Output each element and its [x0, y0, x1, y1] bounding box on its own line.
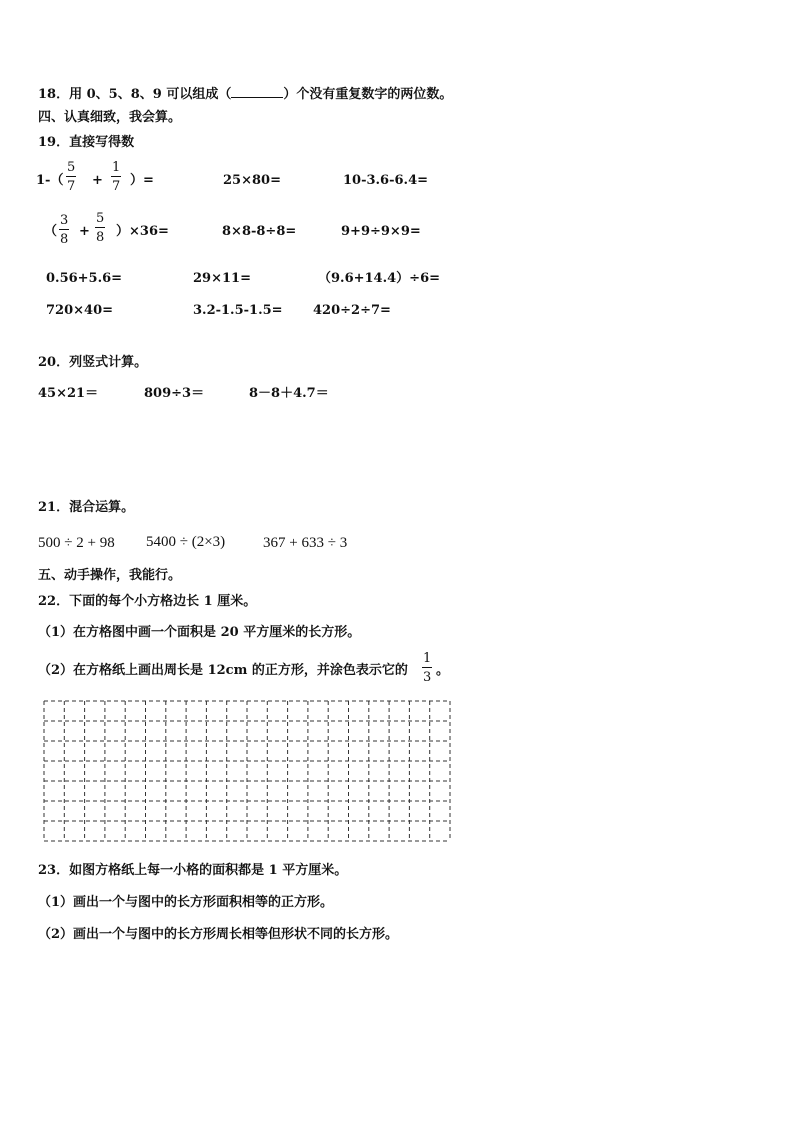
q20-expr-3: 8－8＋4.7＝: [249, 386, 329, 401]
q19-r1a-prefix: 1-（: [36, 173, 64, 188]
q19-fraction-3-8: [59, 214, 69, 246]
q21-expr-1: 500 ÷ 2 + 98: [38, 535, 115, 551]
q21-expr-2: 5400 ÷ (2×3): [146, 534, 226, 550]
q22-fraction-1-3: [422, 652, 432, 684]
q19-fraction-5-8: [95, 212, 105, 244]
q22-part-2: [38, 664, 408, 677]
fraction-numerator: 1: [423, 651, 432, 666]
q20-expr-1: 45×21＝: [38, 386, 99, 401]
fraction-denominator: 8: [96, 230, 105, 245]
q19-r2c: 9+9÷9×9=: [341, 224, 421, 239]
q21-title: 21．混合运算。: [38, 500, 135, 515]
q19-r2a-plus: +: [79, 224, 90, 239]
fraction-numerator: 1: [112, 160, 121, 175]
fraction-denominator: 7: [112, 179, 121, 194]
q19-r4b: 3.2-1.5-1.5=: [193, 303, 283, 318]
q22-title: 22．下面的每个小方格边长 1 厘米。: [38, 594, 257, 609]
q19-r2a-prefix: （: [44, 224, 58, 239]
fraction-numerator: 5: [67, 160, 76, 175]
q20-title: 20．列竖式计算。: [38, 355, 148, 370]
q18-text-a: 18．用 0、5、8、9 可以组成（: [38, 87, 232, 102]
q21-expr-3: 367 + 633 ÷ 3: [263, 535, 348, 551]
q19-r1a-plus: +: [92, 173, 103, 188]
q22-part-1: （1）在方格图中画一个面积是 20 平方厘米的长方形。: [38, 625, 361, 640]
q19-r1c: 10-3.6-6.4=: [343, 173, 429, 188]
q19-r3a: 0.56+5.6=: [46, 271, 123, 286]
q19-r2b: 8×8-8÷8=: [222, 224, 297, 239]
q19-r3b: 29×11=: [193, 271, 251, 286]
fraction-numerator: 5: [96, 211, 105, 226]
q19-r1b: 25×80=: [223, 173, 281, 188]
fraction-denominator: 7: [67, 179, 76, 194]
q23-part-2: （2）画出一个与图中的长方形周长相等但形状不同的长方形。: [38, 927, 399, 942]
q19-fraction-1-7: [111, 161, 121, 193]
q19-fraction-5-7: [66, 161, 76, 193]
q19-title: 19．直接写得数: [38, 135, 135, 150]
section-4-heading: 四、认真细致，我会算。: [38, 110, 182, 125]
section-5-heading: 五、动手操作，我能行。: [38, 568, 182, 583]
q23-title: 23．如图方格纸上每一小格的面积都是 1 平方厘米。: [38, 863, 348, 878]
q22-part-2-end: 。: [436, 663, 450, 678]
q19-r3c: （9.6+14.4）÷6=: [318, 271, 441, 286]
q20-expr-2: 809÷3＝: [144, 386, 205, 401]
q19-r4c: 420÷2÷7=: [313, 303, 391, 318]
fraction-numerator: 3: [60, 213, 69, 228]
question-18: [38, 85, 452, 101]
square-grid-paper[interactable]: [38, 696, 454, 844]
q19-r4a: 720×40=: [46, 303, 114, 318]
q22-part-2-text: （2）在方格纸上画出周长是 12cm 的正方形，并涂色表示它的: [38, 663, 408, 678]
fraction-denominator: 3: [423, 670, 432, 685]
q19-r1a-suffix: ）=: [130, 173, 154, 188]
q23-part-1: （1）画出一个与图中的长方形面积相等的正方形。: [38, 895, 334, 910]
q19-r2a-suffix: ）×36=: [116, 224, 169, 239]
q18-text-b: ）个没有重复数字的两位数。: [283, 87, 453, 102]
fraction-denominator: 8: [60, 232, 69, 247]
q18-answer-blank[interactable]: [231, 85, 283, 98]
